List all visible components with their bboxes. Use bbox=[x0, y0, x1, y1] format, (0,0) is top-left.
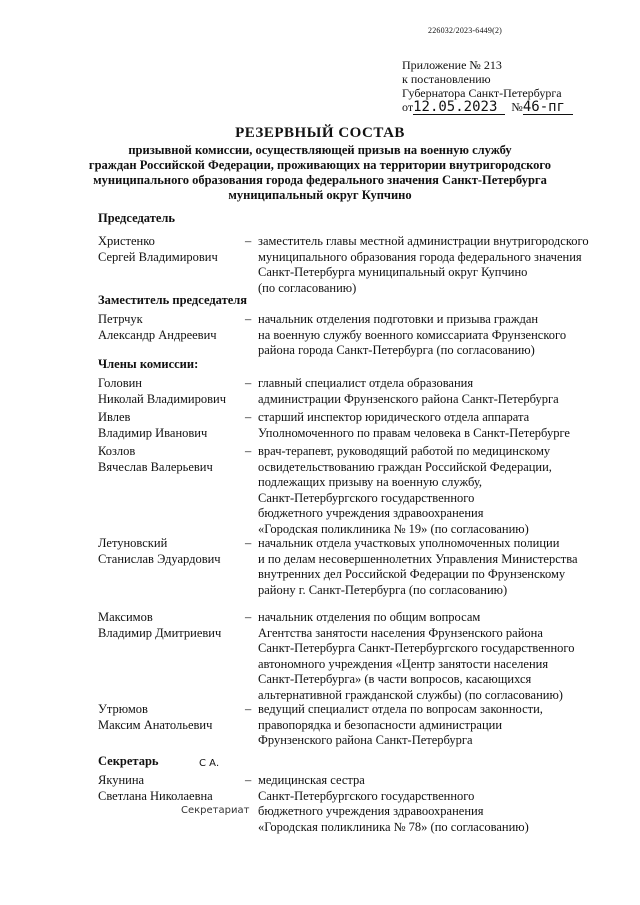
role-line: альтернативной гражданской службы) (по согласованию) bbox=[258, 687, 563, 702]
section-chairman: Председатель bbox=[98, 211, 176, 225]
role-line: заместитель главы местной администрации внутригородского bbox=[258, 234, 589, 248]
role-line: Санкт-Петербурга Санкт-Петербургского государственного bbox=[258, 641, 575, 655]
dash: – bbox=[245, 610, 252, 624]
subtitle-line: граждан Российской Федерации, проживающих на территории внутригородского bbox=[88, 158, 552, 172]
member-name bbox=[98, 444, 248, 475]
role-line: району г. Санкт-Петербурга (по согласованию) bbox=[258, 582, 508, 597]
member-surname: Петрчук bbox=[98, 312, 143, 326]
member-surname: Козлов bbox=[98, 444, 136, 458]
role-line: начальник отделения по общим вопросам bbox=[258, 610, 481, 624]
member-role bbox=[258, 610, 618, 703]
role-line: администрации Фрунзенского района Санкт-Петербурга bbox=[258, 391, 559, 406]
member-given-names: Владимир Дмитриевич bbox=[98, 625, 222, 640]
member-role bbox=[258, 702, 618, 749]
subtitle-line: муниципального образования города федерального значения Санкт-Петербурга bbox=[93, 173, 547, 187]
number-prefix: № bbox=[511, 100, 523, 114]
member-surname: Ивлев bbox=[98, 410, 131, 424]
member-role bbox=[258, 773, 618, 835]
member-name bbox=[98, 536, 248, 567]
member-name bbox=[98, 312, 248, 343]
dash: – bbox=[245, 444, 252, 458]
member-name bbox=[98, 234, 248, 265]
member-role bbox=[258, 312, 618, 359]
role-line: и по делам несовершеннолетних Управления Министерства bbox=[258, 551, 578, 566]
member-role bbox=[258, 410, 618, 441]
dash: – bbox=[245, 376, 252, 390]
member-name bbox=[98, 410, 248, 441]
section-members: Члены комиссии: bbox=[98, 357, 199, 371]
member-name bbox=[98, 610, 248, 641]
dash: – bbox=[245, 312, 252, 326]
dash: – bbox=[245, 410, 252, 424]
role-line: бюджетного учреждения здравоохранения bbox=[258, 506, 484, 520]
decree-number: 46-пг bbox=[522, 99, 565, 115]
member-name bbox=[98, 773, 248, 804]
role-line: врач-терапевт, руководящий работой по медицинскому bbox=[258, 444, 551, 458]
dash: – bbox=[245, 234, 252, 248]
subtitle-line: призывной комиссии, осуществляющей призыв на военную службу bbox=[128, 143, 512, 157]
role-line: Санкт-Петербургского государственного bbox=[258, 788, 475, 803]
member-given-names: Светлана Николаевна bbox=[98, 788, 213, 803]
role-line: Санкт-Петербурга» (в части вопросов, касающихся bbox=[258, 672, 532, 686]
member-given-names: Максим Анатольевич bbox=[98, 717, 213, 732]
document-code: 226032/2023-6449(2) bbox=[428, 26, 503, 35]
role-line: Санкт-Петербургского государственного bbox=[258, 490, 475, 505]
title-block bbox=[0, 124, 640, 203]
member-surname: Якунина bbox=[98, 773, 145, 787]
role-line: Фрунзенского района Санкт-Петербурга bbox=[258, 733, 473, 747]
member-given-names: Александр Андреевич bbox=[98, 327, 217, 342]
role-line: Уполномоченного по правам человека в Санкт-Петербурге bbox=[258, 425, 570, 440]
role-line: начальник отделения подготовки и призыва граждан bbox=[258, 312, 539, 326]
handwritten-note: С А. bbox=[199, 758, 220, 769]
role-line: «Городская поликлиника № 19» (по согласованию) bbox=[258, 521, 529, 536]
appendix-line: Приложение № 213 bbox=[402, 58, 502, 72]
dash: – bbox=[245, 702, 252, 716]
section-deputy: Заместитель председателя bbox=[98, 293, 248, 307]
role-line: старший инспектор юридического отдела аппарата bbox=[258, 410, 530, 424]
appendix-date-line bbox=[402, 100, 612, 114]
appendix-block bbox=[402, 58, 612, 114]
member-role bbox=[258, 536, 618, 598]
role-line: района города Санкт-Петербурга (по согласованию) bbox=[258, 343, 535, 357]
subtitle-line: муниципальный округ Купчино bbox=[228, 188, 412, 202]
member-given-names: Вячеслав Валерьевич bbox=[98, 459, 213, 474]
role-line: освидетельствованию граждан Российской Федерации, bbox=[258, 459, 552, 474]
secretariat-stamp: Секретариат bbox=[181, 805, 250, 816]
appendix-line: Губернатора Санкт-Петербурга bbox=[402, 86, 562, 100]
member-surname: Летуновский bbox=[98, 536, 168, 550]
dash: – bbox=[245, 773, 252, 787]
role-line: подлежащих призыву на военную службу, bbox=[258, 475, 482, 489]
role-line: правопорядка и безопасности администрации bbox=[258, 717, 503, 732]
role-line: начальник отдела участковых уполномоченных полиции bbox=[258, 536, 560, 550]
section-secretary: Секретарь bbox=[98, 754, 159, 768]
member-given-names: Сергей Владимирович bbox=[98, 249, 218, 264]
appendix-line: к постановлению bbox=[402, 72, 491, 86]
member-surname: Утрюмов bbox=[98, 702, 148, 716]
role-line: внутренних дел Российской Федерации по Фрунзенскому bbox=[258, 567, 566, 581]
member-name bbox=[98, 702, 248, 733]
member-given-names: Николай Владимирович bbox=[98, 391, 226, 406]
role-line: «Городская поликлиника № 78» (по согласованию) bbox=[258, 819, 529, 834]
member-given-names: Владимир Иванович bbox=[98, 425, 208, 440]
role-line: автономного учреждения «Центр занятости населения bbox=[258, 656, 549, 671]
role-line: медицинская сестра bbox=[258, 773, 365, 787]
role-line: Санкт-Петербурга муниципальный округ Купчино bbox=[258, 265, 528, 279]
document-title: РЕЗЕРВНЫЙ СОСТАВ bbox=[235, 125, 405, 141]
member-role bbox=[258, 234, 618, 296]
role-line: бюджетного учреждения здравоохранения bbox=[258, 804, 484, 818]
role-line: муниципального образования города федерального значения bbox=[258, 249, 582, 264]
member-surname: Головин bbox=[98, 376, 142, 390]
member-role bbox=[258, 444, 618, 537]
role-line: (по согласованию) bbox=[258, 280, 357, 295]
member-surname: Христенко bbox=[98, 234, 155, 248]
date-prefix: от bbox=[402, 100, 414, 114]
member-given-names: Станислав Эдуардович bbox=[98, 551, 221, 566]
member-role bbox=[258, 376, 618, 407]
role-line: Агентства занятости населения Фрунзенского района bbox=[258, 625, 543, 640]
role-line: ведущий специалист отдела по вопросам законности, bbox=[258, 702, 543, 716]
member-name bbox=[98, 376, 248, 407]
dash: – bbox=[245, 536, 252, 550]
member-surname: Максимов bbox=[98, 610, 153, 624]
decree-date: 12.05.2023 bbox=[413, 99, 498, 115]
role-line: на военную службу военного комиссариата Фрунзенского bbox=[258, 327, 567, 342]
role-line: главный специалист отдела образования bbox=[258, 376, 474, 390]
